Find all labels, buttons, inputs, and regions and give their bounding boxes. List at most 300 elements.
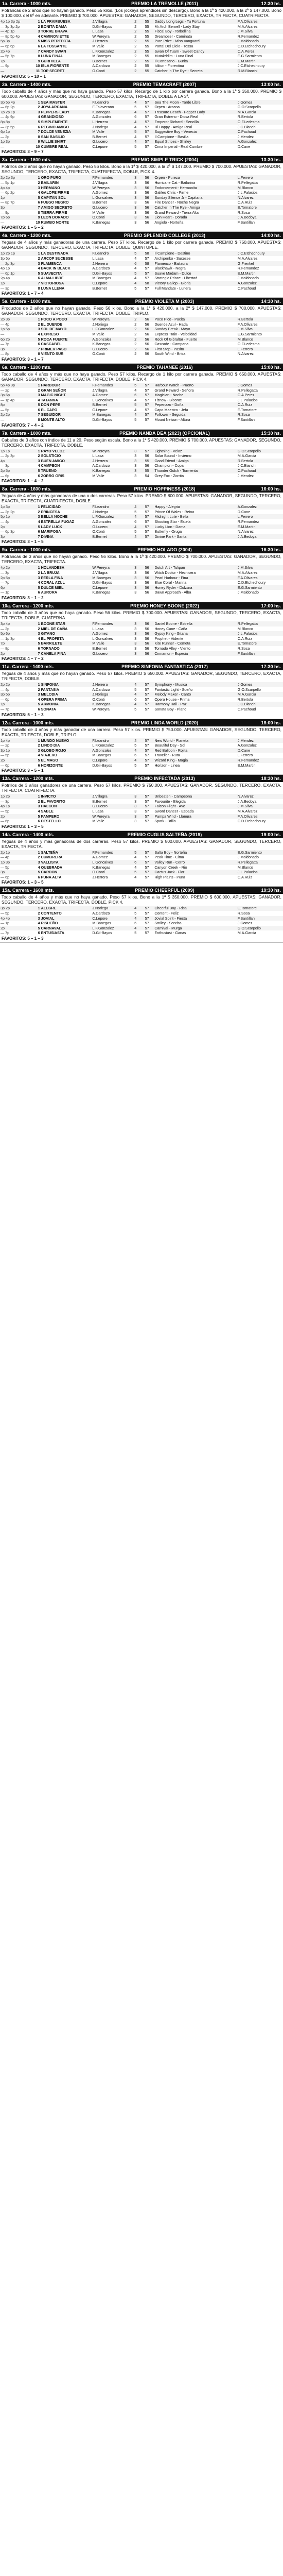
horse-age: 5: [134, 687, 137, 692]
saddle-number: 1: [32, 383, 41, 388]
jockey-name: F.Leandro: [92, 251, 131, 256]
jockey-name: J.Villagra: [92, 794, 131, 799]
carried-weight: 57: [140, 702, 154, 707]
trainer-name: R.Pellegatta: [237, 860, 283, 865]
horse-age: 4: [134, 865, 137, 870]
pedigree: Fantastic Light - Sueño: [154, 687, 193, 692]
horse-age: 3: [131, 205, 140, 210]
runner-row: [0, 398, 283, 403]
horse-name: ALEGRE: [41, 906, 92, 911]
trainer-name: M.Blanco: [237, 337, 283, 342]
jockey-name: L.Goncalves: [92, 860, 131, 865]
trainer-name: J.C.Etchechoury: [237, 63, 265, 69]
saddle-number: 7: [32, 281, 41, 286]
recent-form: 3p 2p: [0, 906, 32, 911]
runner-row: [0, 850, 283, 855]
pedigree: Hi Happy - Amiga Real: [154, 124, 192, 129]
trainer-name: E.M.Martin: [237, 762, 256, 768]
race-conditions: Yeguas de 4 años y más ganadoras de dos carreras. Peso 57 kilos. PREMIO $ 800.000. APUESTAS: GANADOR, SEGUNDO, TERCERO, EXACTA, TRIFECTA.: [2, 838, 281, 849]
jockey-name: F.Fernandes: [92, 383, 131, 388]
recent-form: — 6p 6p: [1, 43, 15, 48]
runner-row: [0, 266, 283, 271]
pedigree: Flamenco - Bailaora: [154, 261, 237, 266]
horse-age: 5: [134, 930, 137, 936]
pedigree: Follower - Seguida: [154, 412, 237, 417]
recent-form: — 9p: [1, 63, 10, 69]
carried-weight: 57: [145, 529, 149, 534]
race-number-distance: 6a. Carrera - 1200 mts.: [2, 364, 52, 370]
trainer-name: J.C.Etchechoury: [237, 251, 283, 256]
recent-form: 6p 2p: [0, 337, 32, 342]
saddle-number: 5: [32, 585, 41, 590]
horse-age: 2: [131, 59, 140, 64]
trainer-name: R.Pellegatta: [237, 387, 258, 393]
jockey-name: F.Leandro: [92, 738, 131, 743]
carried-weight: 57: [140, 271, 154, 276]
saddle-number: 5: [32, 870, 41, 875]
runner-row: [0, 175, 283, 180]
runner-row: [0, 514, 283, 519]
recent-form: — 6p: [1, 874, 10, 879]
race-conditions: Potrillos de 3 años ganadores de una carrera. Peso 57 kilos. PREMIO $ 750.000. APUESTAS: GANADOR, SEGUNDO, TERCERO, EXACTA, TRIFECTA, CUATRIFECTA.: [2, 783, 281, 793]
race-conditions: Yeguas de 4 años y más ganadoras de una carrera. Peso 57 kilos. Recargo de 1 kilo por carrera ganada. PREMIO $ 750.000. APUESTAS: GANADOR, SEGUNDO, TERCERO, EXACTA, TRIFECTA, DOBLE, QUINTUPLE.: [2, 240, 281, 250]
favorites-line: FAVORITOS: 3 – 9 – 7: [0, 149, 283, 156]
recent-form: 1p 3p: [0, 504, 32, 510]
saddle-number: 2: [38, 570, 40, 575]
trainer-name: C.D.Etchechoury: [237, 43, 266, 48]
carried-weight: 56: [145, 646, 149, 651]
recent-form: — 6p 1p: [0, 271, 32, 276]
recent-form: — 3p: [1, 570, 10, 575]
carried-weight: 57: [140, 100, 154, 105]
runner-row: [0, 911, 283, 916]
runner-row: [0, 753, 283, 758]
pedigree: Cactus Jack - Flor: [154, 870, 237, 875]
recent-form: — 7p: [1, 930, 10, 936]
runner-row: [0, 631, 283, 636]
jockey-name: A.Gomez: [92, 190, 108, 195]
carried-weight: 56: [140, 621, 154, 626]
trainer-name: F.Santillan: [237, 916, 283, 921]
jockey-name: K.Banegas: [92, 590, 111, 595]
horse-age: 4: [131, 120, 140, 125]
race-block: [0, 485, 283, 546]
runner-row: [0, 692, 283, 697]
recent-form: — 3p 3p 2p: [1, 24, 20, 29]
race-block: [0, 81, 283, 157]
jockey-name: J.Noriega: [92, 692, 131, 697]
jockey-name: D.Gil-Bayos: [92, 930, 112, 936]
runner-row: [0, 743, 283, 748]
trainer-name: M.A.Alvarez: [237, 24, 258, 29]
saddle-number: 1: [32, 19, 41, 24]
horse-name: POCO A POCO: [41, 317, 92, 322]
race-name: PREMIO HOPPINESS (2018): [134, 486, 196, 492]
carried-weight: 57: [145, 276, 149, 281]
horse-age: 4: [131, 906, 140, 911]
race-conditions: Todo caballo de 4 años y más que no haya ganado. Peso 57 kilos. Recargo de 1 kilo por carrera ganada. PREMIO $ 650.000. APUESTAS: GANADOR, SEGUNDO, TERCERO, EXACTA, TRIFECTA, DOBLE, PICK 4.: [2, 371, 281, 382]
trainer-name: E.M.Martin: [237, 524, 283, 530]
runner-row: [0, 585, 283, 590]
recent-form: — 9p: [1, 210, 10, 215]
jockey-name: A.Cardozo: [92, 463, 110, 468]
race-header: [0, 485, 283, 493]
recent-form: 2p 2p: [0, 412, 32, 417]
carried-weight: 57: [145, 697, 149, 702]
horse-age: 4: [134, 266, 137, 271]
horse-age: 2: [131, 327, 140, 332]
trainer-name: M.A.Alvarez: [237, 570, 258, 575]
race-name: PREMIO TEMACRAFT (2007): [133, 81, 197, 87]
saddle-number: 3: [32, 748, 41, 753]
trainer-name: R.Bertola: [237, 114, 253, 120]
saddle-number: 8: [38, 417, 40, 422]
runner-row: [0, 261, 283, 266]
horse-name: ENTUSIASTA: [41, 930, 64, 936]
recent-form: — 3p: [1, 799, 10, 804]
pedigree: Daddy Long Legs - Tu Fortuna: [154, 19, 237, 24]
pedigree: Beautiful Day - Sol: [154, 743, 185, 748]
carried-weight: 56: [145, 210, 149, 215]
saddle-number: 6: [38, 874, 40, 879]
jockey-name: D.Gil-Bayos: [92, 417, 112, 422]
recent-form: 2p 5p: [0, 575, 32, 581]
jockey-name: M.Valle: [92, 641, 131, 646]
runner-row: [0, 327, 283, 332]
race-time: 14:00 hs.: [261, 233, 281, 239]
runner-row: [0, 110, 283, 115]
horse-age: 4: [131, 748, 140, 753]
recent-form: — 8p: [1, 351, 10, 357]
carried-weight: 57: [145, 114, 149, 120]
saddle-number: 4: [38, 331, 40, 336]
horse-name: DESTELLO: [41, 819, 61, 824]
runner-row: [0, 529, 283, 534]
race-conditions: Todo caballo de 4 años y más ganador de una carrera. Peso 57 kilos. PREMIO $ 750.000. APUESTAS: GANADOR, SEGUNDO, TERCERO, EXACTA, TRIFECTA, DOBLE, TRIPLO.: [2, 726, 281, 737]
horse-age: 5: [134, 910, 137, 916]
runners-table: [0, 504, 283, 539]
recent-form: 4p 4p: [0, 185, 32, 191]
horse-age: 4: [131, 682, 140, 687]
pedigree: Sunday Break - Mayo: [154, 327, 237, 332]
carried-weight: 57: [140, 860, 154, 865]
runner-row: [0, 351, 283, 357]
carried-weight: 56: [140, 327, 154, 332]
pedigree: Cinnamon - Especia: [154, 651, 237, 656]
race-time: 15:00 hs.: [261, 364, 281, 370]
carried-weight: 56: [145, 200, 149, 205]
horse-age: 2: [134, 321, 137, 327]
carried-weight: 56: [145, 463, 149, 468]
recent-form: — 7p: [1, 707, 10, 712]
jockey-name: A.Gomez: [92, 393, 131, 398]
recent-form: 3p: [0, 205, 32, 210]
pedigree: Grand Reward - Señora: [154, 387, 194, 393]
runners-table: [0, 383, 283, 422]
pedigree: Sonata Boy - Piano: [154, 707, 187, 712]
horse-age: 2: [131, 337, 140, 342]
horse-name: HORIZONTE: [41, 762, 63, 768]
trainer-name: R.Sosa: [237, 412, 283, 417]
runner-row: [0, 453, 283, 459]
runner-row: [0, 134, 283, 140]
jockey-name: O.Conti: [92, 529, 105, 534]
saddle-number: 2: [38, 24, 40, 29]
trainer-name: G.Frenkel: [237, 261, 283, 266]
horse-age: 3: [134, 190, 137, 195]
jockey-name: M.Valle: [92, 473, 104, 478]
trainer-name: J.M.Silva: [237, 565, 283, 570]
trainer-name: J.A.Bedoya: [237, 215, 283, 220]
trainer-name: J.Mendez: [237, 473, 254, 478]
saddle-number: 1: [32, 738, 41, 743]
race-time: 19:00 hs.: [261, 832, 281, 837]
favorites-line: FAVORITOS: 1 – 3 – 5: [0, 879, 283, 887]
race-conditions: Potrancas de 3 años que no hayan ganado. Peso 56 kilos. Bono a la 1ª $ 420.000. PREMIO $ 700.000. APUESTAS: GANADOR, SEGUNDO, TERCERO, EXACTA, TRIFECTA.: [2, 554, 281, 565]
horse-age: 3: [131, 804, 140, 809]
trainer-name: J.Maldonado: [237, 855, 259, 860]
saddle-number: 4: [38, 580, 40, 585]
saddle-number: 1: [32, 100, 41, 105]
pedigree: Sword Dancer - Espada: [154, 809, 194, 814]
horse-name: MISS PERFECTA: [41, 39, 92, 44]
horse-age: 4: [134, 124, 137, 129]
saddle-number: 6: [38, 930, 40, 936]
saddle-number: 4: [38, 753, 40, 758]
horse-age: 5: [134, 285, 137, 291]
trainer-name: C.Pachoud: [237, 468, 283, 473]
saddle-number: 6: [38, 473, 40, 478]
pedigree: High Plains - Puna: [154, 874, 185, 879]
saddle-number: 2: [38, 509, 40, 514]
pedigree: Il Campione - Destino: [154, 251, 237, 256]
pedigree: Harmony Hall - Paz: [154, 702, 237, 707]
trainer-name: C.A.Perez: [237, 49, 283, 54]
horse-name: MIEL DE CAÑA: [41, 626, 68, 631]
race-number-distance: 9a. Carrera - 1000 mts.: [2, 547, 52, 553]
trainer-name: M.A.Alvarez: [237, 809, 258, 814]
runner-row: [0, 504, 283, 510]
trainer-name: D.Cane: [237, 748, 283, 753]
saddle-number: 3: [32, 261, 41, 266]
race-name: PREMIO LA TREMOLLE (2011): [131, 1, 198, 6]
runner-row: [0, 44, 283, 49]
runner-row: [0, 702, 283, 707]
jockey-name: A.Cardozo: [92, 910, 110, 916]
pedigree: Lion Heart - Dorada: [154, 215, 237, 220]
pedigree: Grand Reward - Tierra Alta: [154, 210, 199, 215]
saddle-number: 9: [32, 215, 41, 220]
jockey-name: A.Cardozo: [92, 687, 110, 692]
recent-form: 1p 1p: [0, 449, 32, 454]
jockey-name: L.F.Gonzalez: [92, 743, 114, 748]
pedigree: Capo Maestro - Jefa: [154, 407, 188, 412]
carried-weight: 57: [140, 120, 154, 125]
runner-row: [0, 590, 283, 595]
recent-form: 3p: [0, 534, 32, 539]
recent-form: — 1p: [1, 921, 10, 926]
race-block: [0, 364, 283, 430]
race-header: [0, 364, 283, 371]
jockey-name: G.Lucero: [92, 651, 131, 656]
saddle-number: 6: [38, 762, 40, 768]
trainer-name: F.Santillan: [237, 219, 255, 225]
jockey-name: L.Lasa: [92, 29, 131, 34]
horse-name: CARNAVAL: [41, 926, 92, 931]
carried-weight: 57: [140, 524, 154, 530]
pedigree: First Step - Pasito: [154, 347, 237, 352]
jockey-name: O.Conti: [92, 69, 131, 74]
pedigree: Poco Pico - Pacita: [154, 317, 237, 322]
carried-weight: 57: [145, 910, 149, 916]
horse-age: 5: [134, 509, 137, 514]
recent-form: 5p 6p: [0, 631, 32, 636]
jockey-name: B.Bernet: [92, 534, 131, 539]
recent-form: 3p 5p: [0, 692, 32, 697]
horse-age: 5: [134, 529, 137, 534]
jockey-name: L.F.Gonzalez: [92, 327, 131, 332]
recent-form: — 8p: [1, 646, 10, 651]
jockey-name: M.Valle: [92, 210, 104, 215]
horse-age: 6: [134, 519, 137, 524]
jockey-name: J.Herrera: [92, 682, 131, 687]
trainer-name: R.Sosa: [237, 646, 250, 651]
carried-weight: 56: [145, 570, 149, 575]
race-block: [0, 887, 283, 943]
runner-row: [0, 393, 283, 398]
saddle-number: 4: [38, 921, 40, 926]
horse-name: CAPITAN SOL: [41, 195, 92, 200]
carried-weight: 56: [145, 219, 149, 225]
horse-name: BAILARIN: [41, 180, 59, 185]
runner-row: [0, 34, 283, 39]
saddle-number: 5: [32, 271, 41, 276]
trainer-name: A.Gonzalez: [237, 139, 283, 144]
runner-row: [0, 215, 283, 220]
horse-name: TIERRA FIRME: [41, 210, 67, 215]
trainer-name: F.A.Olivares: [237, 814, 283, 819]
horse-age: 5: [131, 271, 140, 276]
pedigree: Swan Of Tuam - Sweet Candy: [154, 49, 237, 54]
trainer-name: E.Tornatore: [237, 205, 283, 210]
horse-name: HERMANO: [41, 185, 92, 191]
horse-name: LA TOSSANTE: [41, 43, 67, 48]
recent-form: 4p 4p: [0, 916, 32, 921]
carried-weight: 56: [145, 342, 149, 347]
jockey-name: L.Herrera: [92, 120, 131, 125]
horse-name: BONITA DAMA: [41, 24, 67, 29]
pedigree: Lucky Lion - Dama: [154, 524, 237, 530]
recent-form: — 4p 9p: [1, 114, 15, 120]
trainer-name: J.Gomez: [237, 682, 283, 687]
pedigree: Champion - Copa: [154, 463, 184, 468]
saddle-number: 4: [38, 519, 40, 524]
jockey-name: O.Conti: [92, 870, 131, 875]
pedigree: Portal Del Cielo - Tossa: [154, 43, 193, 48]
race-header: [0, 232, 283, 239]
jockey-name: G.Lucero: [92, 139, 131, 144]
trainer-name: C.A.Ruiz: [237, 874, 253, 879]
recent-form: 3p: [0, 870, 32, 875]
pedigree: Happy - Alegria: [154, 504, 237, 510]
horse-name: ROCA FUERTE: [41, 337, 92, 342]
runner-row: [0, 69, 283, 74]
jockey-name: L.Lasa: [92, 809, 103, 814]
runner-row: [0, 926, 283, 931]
carried-weight: 57: [140, 814, 154, 819]
carried-weight: 57: [145, 519, 149, 524]
recent-form: — 1p 4p: [1, 397, 15, 402]
runner-row: [0, 682, 283, 687]
jockey-name: E.Talaverano: [92, 105, 114, 110]
trainer-name: E.Tornatore: [237, 906, 283, 911]
runner-row: [0, 337, 283, 342]
runner-row: [0, 347, 283, 352]
race-block: [0, 831, 283, 887]
pedigree: Smiley - Sonrisa: [154, 921, 182, 926]
runner-row: [0, 580, 283, 585]
horse-age: 3: [131, 575, 140, 581]
favorites-line: FAVORITOS: 5 – 10 – 1: [0, 74, 283, 81]
carried-weight: 57: [140, 758, 154, 763]
recent-form: — 6p: [1, 697, 10, 702]
carried-weight: 57: [145, 387, 149, 393]
pedigree: Hurricane Cat - Bailarina: [154, 180, 196, 185]
carried-weight: 57: [140, 870, 154, 875]
pedigree: Cima Imperial - Real Cumbre: [154, 144, 203, 149]
carried-weight: 55: [140, 468, 154, 473]
trainer-name: M.Blanco: [237, 626, 253, 631]
pedigree: Catcher In The Rye - Secreta: [154, 69, 237, 74]
horse-name: TATANKA: [41, 397, 58, 402]
trainer-name: C.Pachoud: [237, 285, 256, 291]
runner-row: [0, 804, 283, 809]
recent-form: — 5p: [1, 753, 10, 758]
runner-row: [0, 449, 283, 454]
jockey-name: K.Banegas: [92, 110, 131, 115]
horse-name: LA DESTINADA: [41, 251, 92, 256]
horse-age: 4: [131, 692, 140, 697]
runner-row: [0, 271, 283, 276]
pedigree: Falcon Flight - Ave: [154, 804, 237, 809]
horse-name: ARMONIA: [41, 702, 92, 707]
pedigree: Cheerful Boy - Risa: [154, 906, 237, 911]
runner-row: [0, 220, 283, 225]
runner-row: [0, 190, 283, 195]
saddle-number: 2: [38, 387, 40, 393]
pedigree: Pepenazo - Doña: [154, 402, 237, 408]
saddle-number: 5: [32, 468, 41, 473]
recent-form: — 3p 5p: [1, 124, 15, 129]
runners-table: [0, 794, 283, 824]
saddle-number: 6: [38, 43, 40, 48]
horse-name: MAGIC NIGHT: [41, 393, 92, 398]
runner-row: [0, 646, 283, 651]
jockey-name: M.Valle: [92, 129, 131, 134]
horse-age: 3: [131, 585, 140, 590]
horse-name: ZORRO GRIS: [41, 473, 65, 478]
horse-name: CANDY SWAN: [41, 49, 92, 54]
horse-name: SEGUIDOR: [41, 412, 92, 417]
trainer-name: L.Ferrero: [237, 347, 283, 352]
horse-age: 3: [131, 814, 140, 819]
race-number-distance: 3a. Carrera - 1600 mts.: [2, 157, 52, 163]
horse-name: ORO PURO: [41, 175, 92, 180]
recent-form: — 2p 2p: [1, 509, 15, 514]
pedigree: Suggestive Boy - Venecia: [154, 129, 237, 134]
horse-name: BUEN AMIGO: [41, 459, 92, 464]
carried-weight: 57: [140, 748, 154, 753]
